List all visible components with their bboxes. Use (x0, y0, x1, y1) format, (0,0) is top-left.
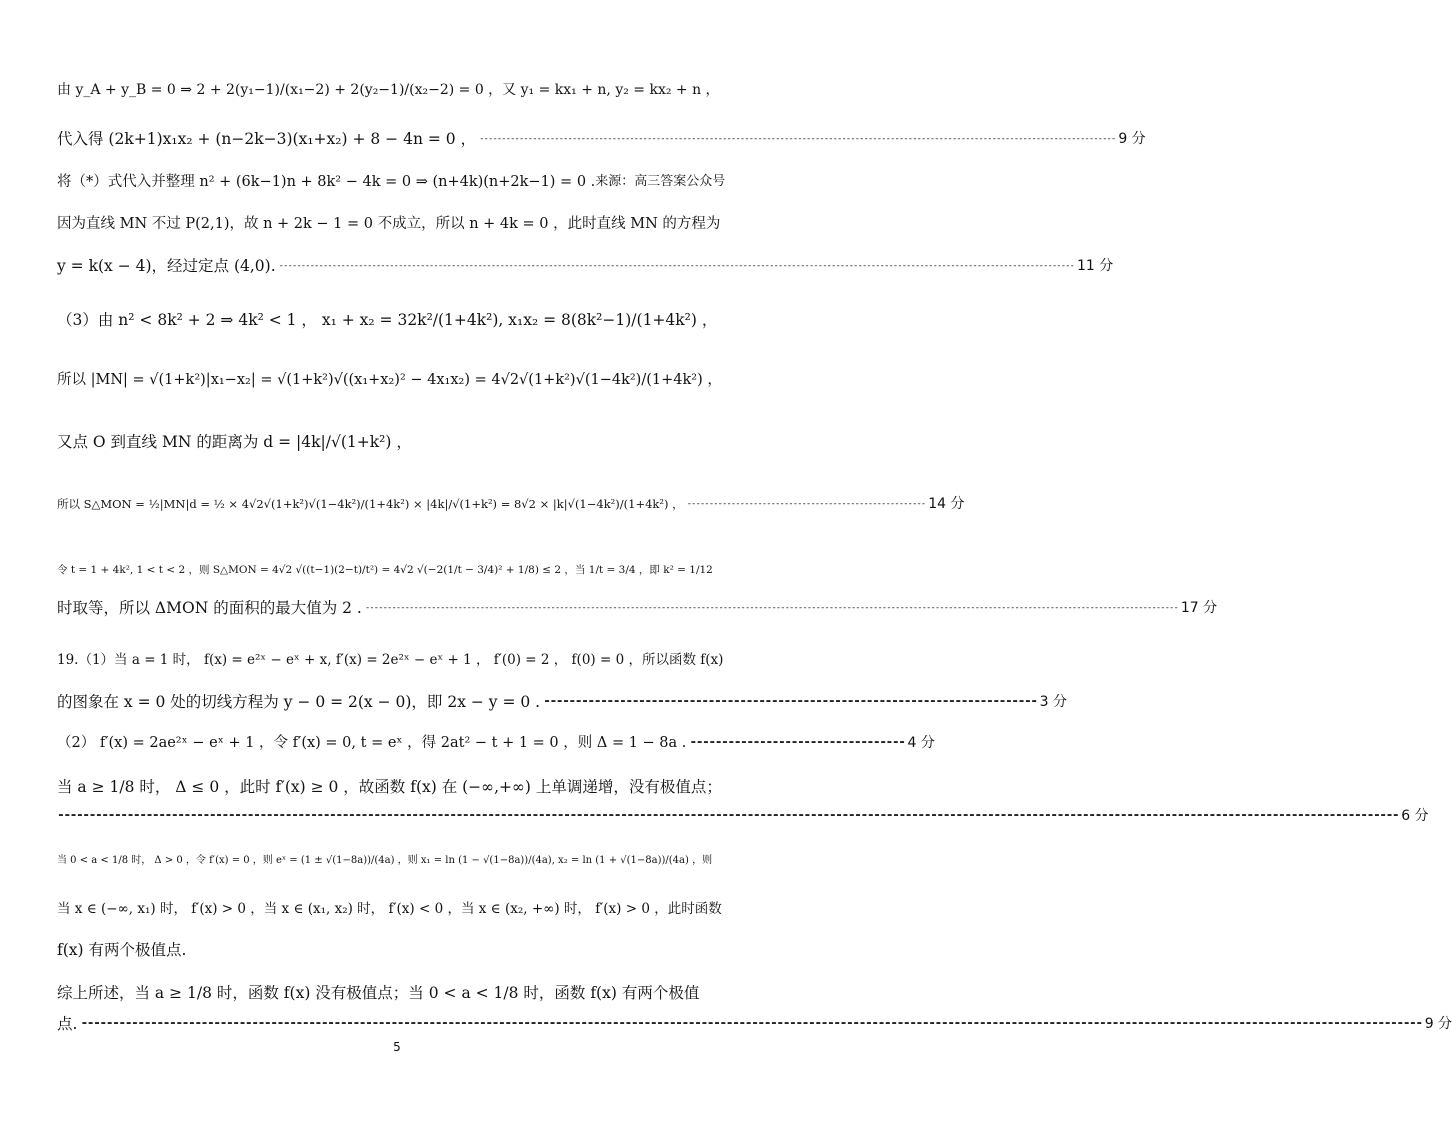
solution-line-7 (57, 370, 737, 390)
solution-line-11 (57, 598, 1218, 618)
line-9-text: 所以 S△MON = ½|MN|d = ½ × 4√2√(1+k²)√(1−4k²)/(1+4k²) × |4k|/√(1+k²) = 8√2 × |k|√(1−4k²)/(1+4k²) ， (57, 497, 684, 511)
solution-line-21 (57, 1014, 1452, 1034)
score-leader: -------------------------------------------------------------------------------------------------------------------------------------------------------------------------------------------------------------------- (80, 1016, 1422, 1031)
line-1-text: 由 y_A + y_B = 0 ⇒ 2 + 2(y₁−1)/(x₁−2) + 2(y₂−1)/(x₂−2) = 0 ，又 y₁ = kx₁ + n, y₂ = kx₂ + n ， (57, 82, 720, 98)
line-6-text: （3）由 n² < 8k² + 2 ⇒ 4k² < 1 ， x₁ + x₂ = 32k²/(1+4k²), x₁x₂ = 8(8k²−1)/(1+4k²) ， (57, 311, 718, 329)
score-mark: 6 分 (1401, 808, 1429, 824)
score-leader: ------------------------------------------------------------------------------------------------------------------------------------------------ (479, 134, 1116, 144)
solution-line-17 (57, 851, 737, 871)
solution-line-9 (57, 494, 965, 514)
line-5-text: y = k(x − 4)，经过定点 (4,0). (57, 257, 276, 275)
line-17-text: 当 0 < a < 1/8 时， Δ > 0 ，令 f′(x) = 0 ，则 eˣ = (1 ± √(1−8a))/(4a) ，则 x₁ = ln (1 − √(1−8a))/(4a), x₂ = ln (1 + √(1−8a))/(4a) ，则 (57, 855, 713, 866)
score-mark: 9 分 (1118, 131, 1146, 147)
score-mark: 4 分 (907, 735, 935, 751)
solution-line-19 (57, 940, 737, 960)
line-14-text: （2） f′(x) = 2ae²ˣ − eˣ + 1 ，令 f′(x) = 0, t = eˣ ，得 2at² − t + 1 = 0 ，则 Δ = 1 − 8a . (57, 735, 687, 751)
line-4-text: 因为直线 MN 不过 P(2,1)，故 n + 2k − 1 = 0 不成立，所以 n + 4k = 0 ，此时直线 MN 的方程为 (57, 216, 721, 232)
score-mark: 11 分 (1076, 258, 1114, 274)
solution-line-20 (57, 983, 737, 1003)
score-mark: 14 分 (928, 496, 965, 512)
score-leader: ------------------------------------------------------ (686, 499, 926, 509)
solution-line-16 (57, 806, 1429, 826)
score-mark: 17 分 (1180, 600, 1218, 616)
score-leader: ------------------------------------------------------------------------------ (543, 694, 1037, 709)
solution-line-4 (57, 214, 737, 234)
line-2-text: 代入得 (2k+1)x₁x₂ + (n−2k−3)(x₁+x₂) + 8 − 4n = 0 ， (57, 130, 477, 148)
score-leader: -------------------------------------------------------------------------------------------------------------------------------------------------------------------------------------------------------------------- (57, 808, 1399, 823)
solution-line-14 (57, 733, 935, 753)
score-leader: ---------------------------------------------------------------------------------------------------------------------------------------------------------------------------------------- (364, 603, 1178, 613)
line-7-text: 所以 |MN| = √(1+k²)|x₁−x₂| = √(1+k²)√((x₁+x₂)² − 4x₁x₂) = 4√2√(1+k²)√(1−4k²)/(1+4k²) ， (57, 372, 722, 388)
solution-line-3 (57, 172, 737, 192)
solution-line-12 (57, 650, 737, 670)
line-10-text: 令 t = 1 + 4k², 1 < t < 2 ，则 S△MON = 4√2 √((t−1)(2−t)/t²) = 4√2 √(−2(1/t − 3/4)² + 1/8) ≤ 2 ，当 1/t = 3/4 ，即 k² = 1/12 (57, 564, 713, 576)
source-note: 来源：高三答案公众号 (595, 174, 726, 189)
page-number: 5 (393, 1040, 401, 1054)
solution-line-6 (57, 310, 737, 330)
solution-line-10 (57, 560, 737, 580)
score-mark: 9 分 (1424, 1016, 1452, 1032)
line-3-text: 将（*）式代入并整理 n² + (6k−1)n + 8k² − 4k = 0 ⇒ (n+4k)(n+2k−1) = 0 . (57, 174, 596, 190)
solution-line-18 (57, 899, 737, 919)
score-leader: ------------------------------------------------------------------------------------------------------------------------------------------------------------------------------------ (278, 261, 1074, 271)
line-21-text: 点. (57, 1015, 78, 1033)
line-11-text: 时取等，所以 ΔMON 的面积的最大值为 2 . (57, 599, 362, 617)
solution-line-15 (57, 777, 737, 797)
solution-line-5 (57, 256, 1114, 276)
line-8-text: 又点 O 到直线 MN 的距离为 d = |4k|/√(1+k²) ， (57, 433, 412, 451)
line-20-text: 综上所述，当 a ≥ 1/8 时，函数 f(x) 没有极值点；当 0 < a < 1/8 时，函数 f(x) 有两个极值 (57, 984, 700, 1002)
solution-line-8 (57, 432, 737, 452)
line-19-text: f(x) 有两个极值点. (57, 941, 187, 959)
solution-line-13 (57, 692, 1067, 712)
solution-line-1 (57, 80, 737, 100)
line-13-text: 的图象在 x = 0 处的切线方程为 y − 0 = 2(x − 0)，即 2x − y = 0 . (57, 693, 541, 711)
score-leader: ---------------------------------- (689, 735, 905, 750)
line-18-text: 当 x ∈ (−∞, x₁) 时， f′(x) > 0 ，当 x ∈ (x₁, x₂) 时， f′(x) < 0 ，当 x ∈ (x₂, +∞) 时， f′(x) > 0 ，此时函数 (57, 901, 722, 917)
line-12-text: 19.（1）当 a = 1 时， f(x) = e²ˣ − eˣ + x, f′(x) = 2e²ˣ − eˣ + 1 ， f′(0) = 2 ， f(0) = 0 ，所以函数 f(x) (57, 652, 724, 668)
line-15-text: 当 a ≥ 1/8 时， Δ ≤ 0 ，此时 f′(x) ≥ 0 ，故函数 f(x) 在 (−∞,+∞) 上单调递增，没有极值点； (57, 778, 722, 796)
score-mark: 3 分 (1039, 694, 1067, 710)
solution-line-2 (57, 129, 1146, 149)
